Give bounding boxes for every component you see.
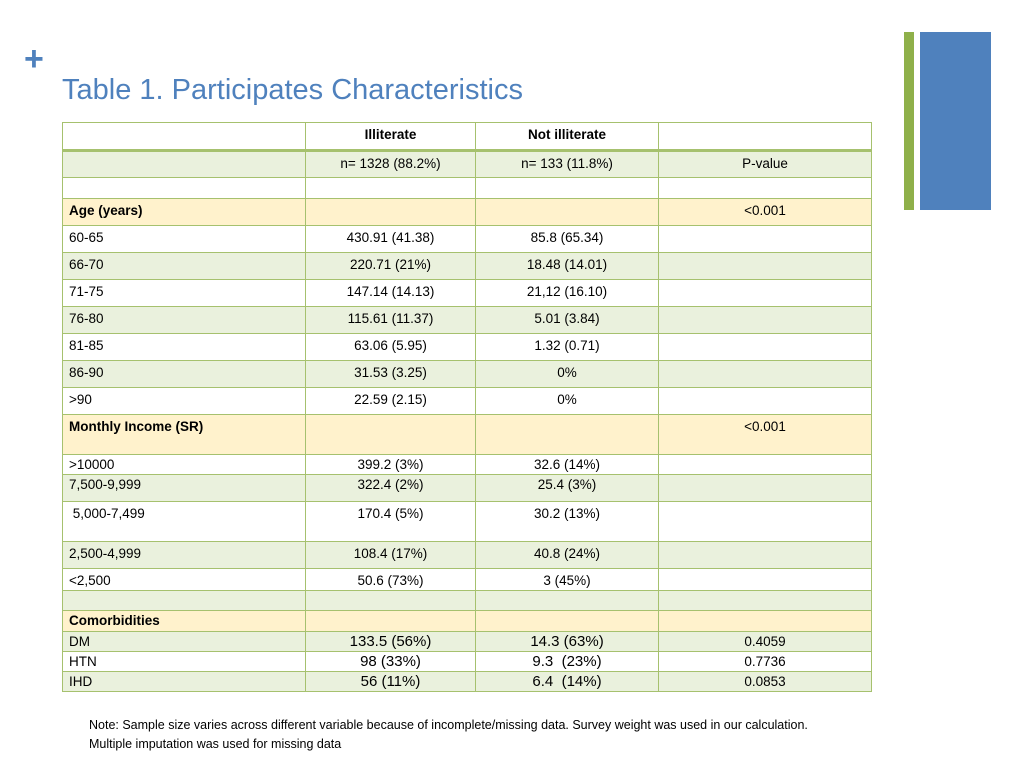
category-label-age: Age (years) [63, 199, 306, 226]
table-row: IHD 56 (11%) 6.4 (14%) 0.0853 [63, 672, 872, 692]
table-row: DM 133.5 (56%) 14.3 (63%) 0.4059 [63, 632, 872, 652]
subheader-cell-label [63, 151, 306, 178]
table-row: 76-80 115.61 (11.37) 5.01 (3.84) [63, 307, 872, 334]
income-pvalue: <0.001 [659, 415, 872, 455]
accent-bar-blue [920, 32, 991, 210]
age-pvalue: <0.001 [659, 199, 872, 226]
table-row: 81-85 63.06 (5.95) 1.32 (0.71) [63, 334, 872, 361]
characteristics-table [62, 122, 872, 692]
header-cell-label [63, 123, 306, 151]
table-row: 7,500-9,999 322.4 (2%) 25.4 (3%) [63, 475, 872, 502]
subheader-cell-not-illiterate-n: n= 133 (11.8%) [476, 151, 659, 178]
table-row-comorbidities-category [63, 611, 872, 632]
category-label-income: Monthly Income (SR) [63, 415, 306, 455]
subheader-cell-pvalue: P-value [659, 151, 872, 178]
table-row: 86-90 31.53 (3.25) 0% [63, 361, 872, 388]
category-label-comorbidities: Comorbidities [63, 611, 306, 632]
table-note: Note: Sample size varies across different variable because of incomplete/missing data. Survey weight was used in our calculation. Multiple imputation was used for missing data [89, 718, 808, 751]
table-spacer-row [63, 591, 872, 611]
table-subheader-row [63, 151, 872, 178]
header-cell-illiterate: Illiterate [306, 123, 476, 151]
table-row: 66-70 220.71 (21%) 18.48 (14.01) [63, 253, 872, 280]
table-header-row [63, 123, 872, 151]
table-row: 71-75 147.14 (14.13) 21,12 (16.10) [63, 280, 872, 307]
table-row: 2,500-4,999 108.4 (17%) 40.8 (24%) [63, 542, 872, 569]
table-row: <2,500 50.6 (73%) 3 (45%) [63, 569, 872, 591]
header-cell-not-illiterate: Not illiterate [476, 123, 659, 151]
accent-bar-green [904, 32, 914, 210]
table-row: 60-65 430.91 (41.38) 85.8 (65.34) [63, 226, 872, 253]
slide-title: Table 1. Participates Characteristics [62, 74, 523, 106]
table-row: >10000 399.2 (3%) 32.6 (14%) [63, 455, 872, 475]
table-row-age-category [63, 199, 872, 226]
subheader-cell-illiterate-n: n= 1328 (88.2%) [306, 151, 476, 178]
table-row: HTN 98 (33%) 9.3 (23%) 0.7736 [63, 652, 872, 672]
header-cell-pvalue [659, 123, 872, 151]
table-row-income-category [63, 415, 872, 455]
table-row: >90 22.59 (2.15) 0% [63, 388, 872, 415]
table-spacer-row [63, 178, 872, 199]
table-row: 5,000-7,499 170.4 (5%) 30.2 (13%) [63, 502, 872, 542]
plus-icon: + [24, 40, 44, 78]
